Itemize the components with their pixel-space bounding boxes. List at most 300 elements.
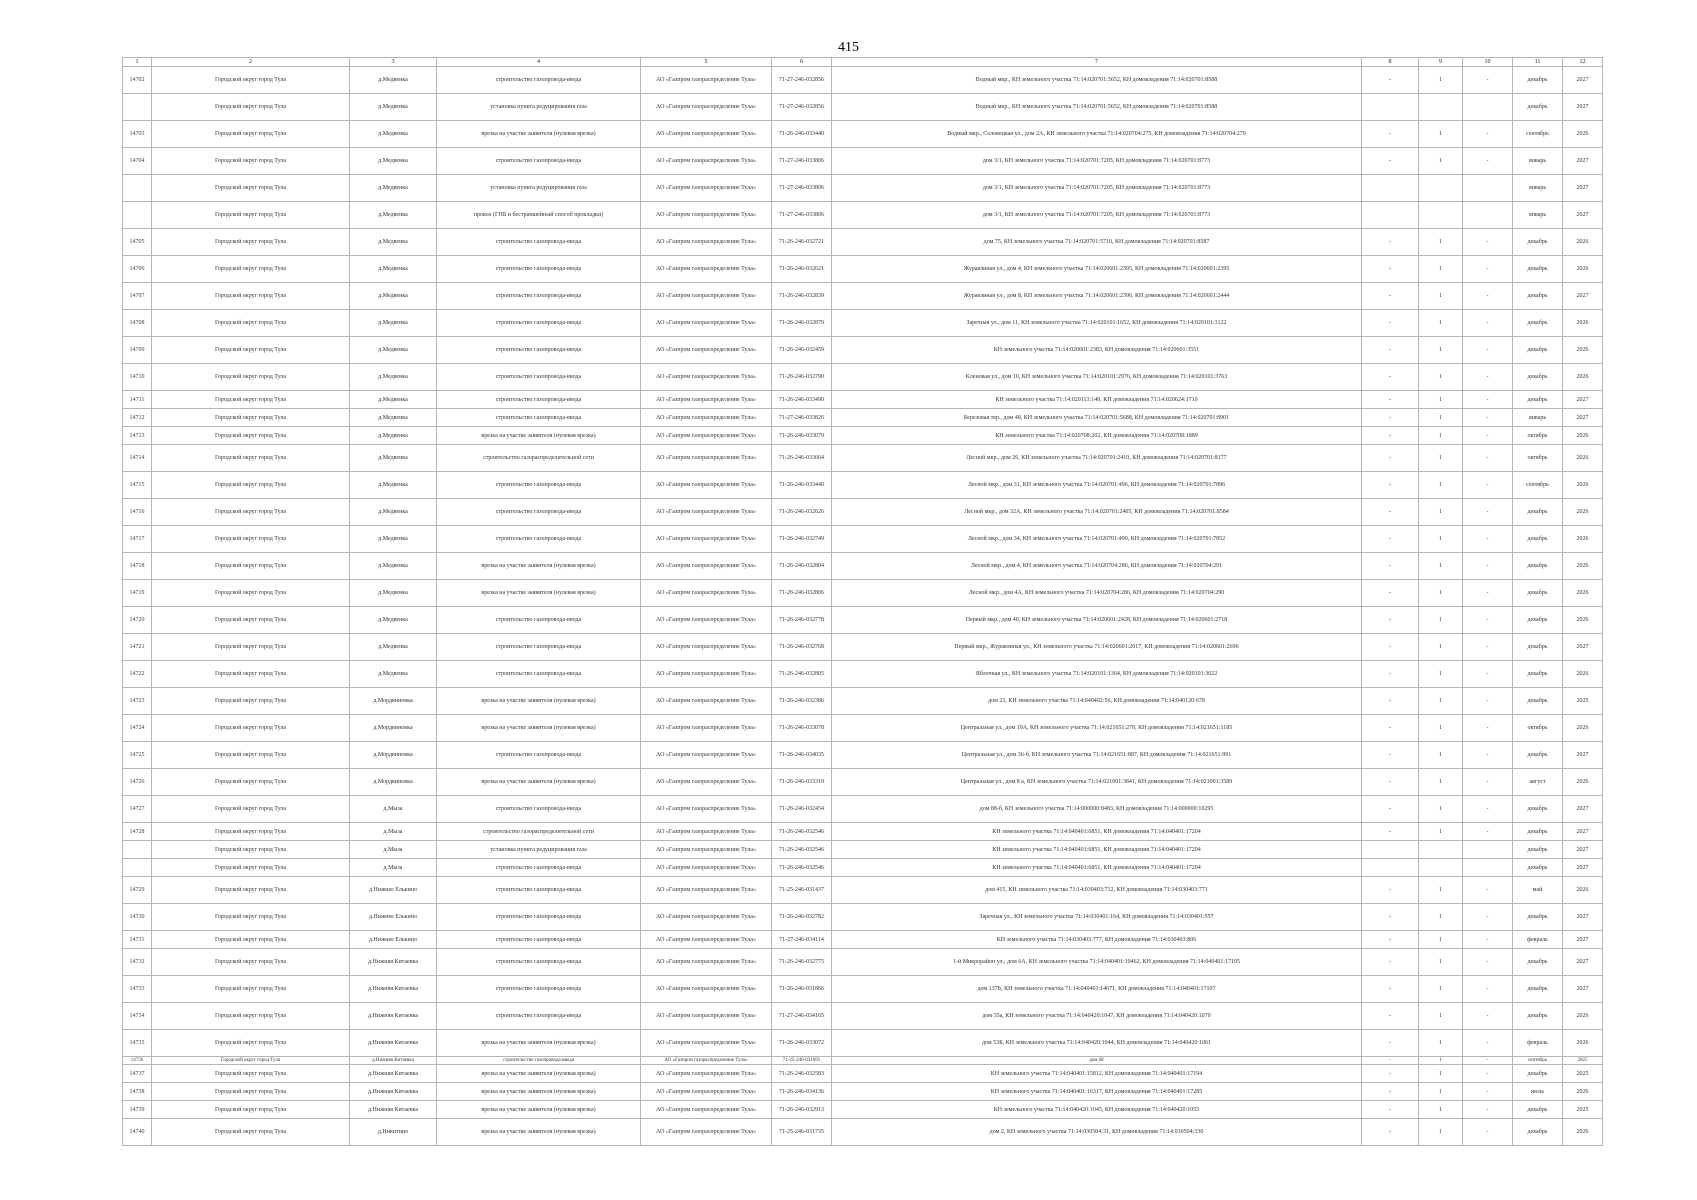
settlement-cell: д.Нижняя Китаевка bbox=[350, 1003, 437, 1030]
row-number-cell: 14725 bbox=[123, 742, 152, 769]
operator-cell: АО «Газпром газораспределение Тула» bbox=[641, 256, 772, 283]
year-cell: 2025 bbox=[1563, 688, 1603, 715]
work-type-cell: строительство газопровода-ввода bbox=[437, 148, 641, 175]
row-number-cell: 14739 bbox=[123, 1101, 152, 1119]
row-number-cell: 14719 bbox=[123, 580, 152, 607]
row-number-cell: 14732 bbox=[123, 949, 152, 976]
year-cell: 2026 bbox=[1563, 364, 1603, 391]
work-type-cell: врезка на участке заявителя (нулевая врезка) bbox=[437, 121, 641, 148]
year-cell: 2026 bbox=[1563, 445, 1603, 472]
cell-8-cell: - bbox=[1362, 976, 1419, 1003]
address-cell: Лесной мкр., дом 34, КН земельного участка 71:14:020701:490, КН домовладения 71:14:020701:7852 bbox=[832, 526, 1362, 553]
cell-9-cell: 1 bbox=[1419, 67, 1463, 94]
address-cell: дом 53Б, КН земельного участка 71:14:040420:1044, КН домовладения 71:14:040420:1061 bbox=[832, 1030, 1362, 1057]
table-row bbox=[123, 310, 1603, 337]
contract-number-cell: 71-26-246-033078 bbox=[772, 715, 832, 742]
operator-cell: АО «Газпром газораспределение Тула» bbox=[641, 634, 772, 661]
cell-10-cell: - bbox=[1463, 742, 1513, 769]
year-cell: 2027 bbox=[1563, 841, 1603, 859]
table-row bbox=[123, 409, 1603, 427]
year-cell: 2027 bbox=[1563, 67, 1603, 94]
table-row bbox=[123, 976, 1603, 1003]
header-row bbox=[123, 58, 1603, 67]
settlement-cell: д.Медвенка bbox=[350, 175, 437, 202]
year-cell: 2026 bbox=[1563, 580, 1603, 607]
table-row bbox=[123, 526, 1603, 553]
table-row bbox=[123, 742, 1603, 769]
work-type-cell: строительство газопровода-ввода bbox=[437, 859, 641, 877]
cell-9-cell: 1 bbox=[1419, 499, 1463, 526]
address-cell: Центральная ул., дом 36-б, КН земельного участка 71:14:021651:887, КН домовладения 71:14:021651:991 bbox=[832, 742, 1362, 769]
settlement-cell: д.Нижняя Китаевка bbox=[350, 949, 437, 976]
settlement-cell: д.Мордвиновка bbox=[350, 769, 437, 796]
month-cell: декабрь bbox=[1513, 1119, 1563, 1146]
year-cell: 2026 bbox=[1563, 1119, 1603, 1146]
table-row bbox=[123, 715, 1603, 742]
table-row bbox=[123, 841, 1603, 859]
row-number-cell: 14724 bbox=[123, 715, 152, 742]
address-cell: дом 3/1, КН земельного участка 71:14:020701:7205, КН домовладения 71:14:020701:8773 bbox=[832, 148, 1362, 175]
cell-9-cell: 1 bbox=[1419, 409, 1463, 427]
address-cell: Лесной мкр., дом 4А, КН земельного участка 71:14:020704:286, КН домовладения 71:14:020704:290 bbox=[832, 580, 1362, 607]
municipality-cell: Городской округ город Тула bbox=[152, 409, 350, 427]
work-type-cell: врезка на участке заявителя (нулевая врезка) bbox=[437, 688, 641, 715]
year-cell: 2027 bbox=[1563, 409, 1603, 427]
settlement-cell: д.Медвенка bbox=[350, 283, 437, 310]
contract-number-cell: 71-26-246-033440 bbox=[772, 121, 832, 148]
operator-cell: АО «Газпром газораспределение Тула» bbox=[641, 607, 772, 634]
contract-number-cell: 71-26-246-032782 bbox=[772, 904, 832, 931]
work-type-cell: строительство газопровода-ввода bbox=[437, 499, 641, 526]
settlement-cell: д.Никитино bbox=[350, 1119, 437, 1146]
contract-number-cell: 71-26-246-032805 bbox=[772, 661, 832, 688]
cell-8-cell: - bbox=[1362, 256, 1419, 283]
work-type-cell: врезка на участке заявителя (нулевая врезка) bbox=[437, 1030, 641, 1057]
settlement-cell: д.Нижняя Китаевка bbox=[350, 1083, 437, 1101]
cell-9-cell: 1 bbox=[1419, 823, 1463, 841]
settlement-cell: д.Медвенка bbox=[350, 310, 437, 337]
work-type-cell: врезка на участке заявителя (нулевая врезка) bbox=[437, 427, 641, 445]
month-cell: декабрь bbox=[1513, 661, 1563, 688]
cell-8-cell: - bbox=[1362, 1119, 1419, 1146]
address-cell: дом 88-б, КН земельного участка 71:14:000000:8483, КН домовладения 71:14:000000:10295 bbox=[832, 796, 1362, 823]
cell-9-cell: 1 bbox=[1419, 877, 1463, 904]
year-cell: 2026 bbox=[1563, 310, 1603, 337]
page-number: 415 bbox=[838, 40, 859, 55]
year-cell: 2027 bbox=[1563, 823, 1603, 841]
year-cell: 2027 bbox=[1563, 859, 1603, 877]
year-cell: 2026 bbox=[1563, 769, 1603, 796]
address-cell: дом 23, КН земельного участка 71:14:040402:56, КН домовладения 71:14:040120:678 bbox=[832, 688, 1362, 715]
cell-8-cell: - bbox=[1362, 1101, 1419, 1119]
municipality-cell: Городской округ город Тула bbox=[152, 1065, 350, 1083]
operator-cell: АО «Газпром газораспределение Тула» bbox=[641, 364, 772, 391]
row-number-cell: 14709 bbox=[123, 337, 152, 364]
cell-10-cell: - bbox=[1463, 877, 1513, 904]
cell-9-cell: 1 bbox=[1419, 976, 1463, 1003]
table-row bbox=[123, 445, 1603, 472]
settlement-cell: д.Медвенка bbox=[350, 427, 437, 445]
year-cell: 2026 bbox=[1563, 427, 1603, 445]
operator-cell: АО «Газпром газораспределение Тула» bbox=[641, 337, 772, 364]
settlement-cell: д.Мыза bbox=[350, 859, 437, 877]
municipality-cell: Городской округ город Тула bbox=[152, 283, 350, 310]
municipality-cell: Городской округ город Тула bbox=[152, 931, 350, 949]
table-body bbox=[123, 67, 1603, 1146]
cell-10-cell: - bbox=[1463, 310, 1513, 337]
municipality-cell: Городской округ город Тула bbox=[152, 337, 350, 364]
table-row bbox=[123, 202, 1603, 229]
municipality-cell: Городской округ город Тула bbox=[152, 859, 350, 877]
year-cell: 2026 bbox=[1563, 229, 1603, 256]
row-number-cell: 14728 bbox=[123, 823, 152, 841]
month-cell: август bbox=[1513, 769, 1563, 796]
work-type-cell: строительство газопровода-ввода bbox=[437, 949, 641, 976]
settlement-cell: д.Медвенка bbox=[350, 229, 437, 256]
cell-8-cell: - bbox=[1362, 499, 1419, 526]
contract-number-cell: 71-26-246-032546 bbox=[772, 859, 832, 877]
address-cell: КН земельного участка 71:14:040401:6851, КН домовладения 71:14:040401:17204 bbox=[832, 841, 1362, 859]
operator-cell: АО «Газпром газораспределение Тула» bbox=[641, 580, 772, 607]
cell-9-cell: 1 bbox=[1419, 445, 1463, 472]
row-number-cell: 14710 bbox=[123, 364, 152, 391]
municipality-cell: Городской округ город Тула bbox=[152, 553, 350, 580]
address-cell: Кленовая ул., дом 10, КН земельного участка 71:14:020101:2976, КН домовладения 71:14:020101:3763 bbox=[832, 364, 1362, 391]
operator-cell: АО «Газпром газораспределение Тула» bbox=[641, 1057, 772, 1065]
contract-number-cell: 71-27-246-033826 bbox=[772, 409, 832, 427]
operator-cell: АО «Газпром газораспределение Тула» bbox=[641, 796, 772, 823]
work-type-cell: строительство газопровода-ввода bbox=[437, 634, 641, 661]
month-cell: декабрь bbox=[1513, 841, 1563, 859]
table-row bbox=[123, 1030, 1603, 1057]
table-row bbox=[123, 499, 1603, 526]
cell-10-cell bbox=[1463, 841, 1513, 859]
cell-8-cell: - bbox=[1362, 1030, 1419, 1057]
cell-8-cell: - bbox=[1362, 580, 1419, 607]
cell-10-cell bbox=[1463, 859, 1513, 877]
address-cell: КН земельного участка 71:14:020601:2383, КН домовладения 71:14:020601:3551 bbox=[832, 337, 1362, 364]
year-cell: 2027 bbox=[1563, 175, 1603, 202]
month-cell: декабрь bbox=[1513, 859, 1563, 877]
address-cell: дом 75, КН земельного участка 71:14:020701:5710, КН домовладения 71:14:020701:8587 bbox=[832, 229, 1362, 256]
cell-10-cell: - bbox=[1463, 1065, 1513, 1083]
cell-10-cell: - bbox=[1463, 1030, 1513, 1057]
table-header bbox=[123, 58, 1603, 67]
cell-9-cell: 1 bbox=[1419, 256, 1463, 283]
cell-9-cell: 1 bbox=[1419, 580, 1463, 607]
settlement-cell: д.Мыза bbox=[350, 796, 437, 823]
cell-8-cell bbox=[1362, 841, 1419, 859]
year-cell: 2026 bbox=[1563, 256, 1603, 283]
address-cell: Березовая тер., дом 48, КН земельного участка 71:14:020701:5688, КН домовладения 71:14:020701:8901 bbox=[832, 409, 1362, 427]
contract-number-cell: 71-26-246-032775 bbox=[772, 949, 832, 976]
settlement-cell: д.Медвенка bbox=[350, 121, 437, 148]
operator-cell: АО «Газпром газораспределение Тула» bbox=[641, 715, 772, 742]
contract-number-cell: 71-26-246-032583 bbox=[772, 1065, 832, 1083]
municipality-cell: Городской округ город Тула bbox=[152, 175, 350, 202]
year-cell: 2026 bbox=[1563, 121, 1603, 148]
contract-number-cell: 71-26-246-032721 bbox=[772, 229, 832, 256]
cell-8-cell: - bbox=[1362, 121, 1419, 148]
settlement-cell: д.Медвенка bbox=[350, 67, 437, 94]
work-type-cell: строительство газопровода-ввода bbox=[437, 310, 641, 337]
municipality-cell: Городской округ город Тула bbox=[152, 229, 350, 256]
month-cell: февраль bbox=[1513, 1030, 1563, 1057]
year-cell: 2027 bbox=[1563, 742, 1603, 769]
address-cell: Заречная ул., КН земельного участка 71:14:030401:164, КН домовладения 71:14:030401:557 bbox=[832, 904, 1362, 931]
cell-8-cell: - bbox=[1362, 310, 1419, 337]
table-row bbox=[123, 148, 1603, 175]
cell-9-cell: 1 bbox=[1419, 427, 1463, 445]
cell-10-cell: - bbox=[1463, 427, 1513, 445]
cell-10-cell: - bbox=[1463, 769, 1513, 796]
month-cell: декабрь bbox=[1513, 256, 1563, 283]
work-type-cell: врезка на участке заявителя (нулевая врезка) bbox=[437, 1119, 641, 1146]
row-number-cell: 14716 bbox=[123, 499, 152, 526]
cell-9-cell: 1 bbox=[1419, 1083, 1463, 1101]
cell-8-cell: - bbox=[1362, 823, 1419, 841]
contract-number-cell: 71-26-246-032913 bbox=[772, 1101, 832, 1119]
operator-cell: АО «Газпром газораспределение Тула» bbox=[641, 769, 772, 796]
municipality-cell: Городской округ город Тула bbox=[152, 364, 350, 391]
work-type-cell: строительство газопровода-ввода bbox=[437, 391, 641, 409]
year-cell: 2026 bbox=[1563, 877, 1603, 904]
contract-number-cell: 71-26-246-032879 bbox=[772, 310, 832, 337]
work-type-cell: строительство газопровода-ввода bbox=[437, 256, 641, 283]
cell-10-cell: - bbox=[1463, 949, 1513, 976]
year-cell: 2026 bbox=[1563, 1083, 1603, 1101]
contract-number-cell: 71-26-246-032778 bbox=[772, 607, 832, 634]
address-cell: Яблочная ул., КН земельного участка 71:14:020101:1364, КН домовладения 71:14:020101:3022 bbox=[832, 661, 1362, 688]
table-row bbox=[123, 796, 1603, 823]
year-cell: 2026 bbox=[1563, 499, 1603, 526]
table-row bbox=[123, 1057, 1603, 1065]
settlement-cell: д.Нижняя Китаевка bbox=[350, 1030, 437, 1057]
address-cell: дом 3/1, КН земельного участка 71:14:020701:7205, КН домовладения 71:14:020701:8773 bbox=[832, 202, 1362, 229]
row-number-cell: 14705 bbox=[123, 229, 152, 256]
address-cell: КН земельного участка 71:14:020113:140, КН домовладения 71:14:020624:1710 bbox=[832, 391, 1362, 409]
cell-9-cell: 1 bbox=[1419, 472, 1463, 499]
table-row bbox=[123, 175, 1603, 202]
contract-number-cell: 71-27-246-034114 bbox=[772, 931, 832, 949]
municipality-cell: Городской округ город Тула bbox=[152, 472, 350, 499]
cell-10-cell: - bbox=[1463, 337, 1513, 364]
operator-cell: АО «Газпром газораспределение Тула» bbox=[641, 310, 772, 337]
row-number-cell: 14702 bbox=[123, 67, 152, 94]
municipality-cell: Городской округ город Тула bbox=[152, 796, 350, 823]
settlement-cell: д.Нижняя Китаевка bbox=[350, 1065, 437, 1083]
address-cell: Журавлиная ул., дом 4, КН земельного участка 71:14:020601:2395, КН домовладения 71:14:020601:2395 bbox=[832, 256, 1362, 283]
operator-cell: АО «Газпром газораспределение Тула» bbox=[641, 949, 772, 976]
contract-number-cell: 71-26-246-032768 bbox=[772, 634, 832, 661]
work-type-cell: строительство газопровода-ввода bbox=[437, 661, 641, 688]
work-type-cell: установка пункта редуцирования газа bbox=[437, 94, 641, 121]
contract-number-cell: 71-27-246-032856 bbox=[772, 94, 832, 121]
row-number-cell: 14737 bbox=[123, 1065, 152, 1083]
cell-10-cell: - bbox=[1463, 283, 1513, 310]
year-cell: 2027 bbox=[1563, 94, 1603, 121]
municipality-cell: Городской округ город Тула bbox=[152, 1057, 350, 1065]
row-number-cell: 14721 bbox=[123, 634, 152, 661]
column-number: 10 bbox=[1463, 58, 1513, 67]
month-cell: январь bbox=[1513, 175, 1563, 202]
contract-number-cell: 71-26-246-032386 bbox=[772, 688, 832, 715]
cell-9-cell: 1 bbox=[1419, 949, 1463, 976]
operator-cell: АО «Газпром газораспределение Тула» bbox=[641, 553, 772, 580]
row-number-cell: 14718 bbox=[123, 553, 152, 580]
operator-cell: АО «Газпром газораспределение Тула» bbox=[641, 283, 772, 310]
operator-cell: АО «Газпром газораспределение Тула» bbox=[641, 1030, 772, 1057]
address-cell: КН земельного участка 71:14:030403:777, КН домовладения 71:14:030403:806 bbox=[832, 931, 1362, 949]
year-cell: 2026 bbox=[1563, 472, 1603, 499]
cell-8-cell: - bbox=[1362, 904, 1419, 931]
contract-number-cell: 71-26-246-033490 bbox=[772, 391, 832, 409]
operator-cell: АО «Газпром газораспределение Тула» bbox=[641, 1101, 772, 1119]
month-cell: декабрь bbox=[1513, 949, 1563, 976]
cell-9-cell: 1 bbox=[1419, 1119, 1463, 1146]
month-cell: декабрь bbox=[1513, 823, 1563, 841]
column-number: 7 bbox=[832, 58, 1362, 67]
work-type-cell: строительство газопровода-ввода bbox=[437, 931, 641, 949]
work-type-cell: строительство газопровода-ввода bbox=[437, 229, 641, 256]
month-cell: декабрь bbox=[1513, 364, 1563, 391]
year-cell: 2026 bbox=[1563, 715, 1603, 742]
table-row bbox=[123, 877, 1603, 904]
operator-cell: АО «Газпром газораспределение Тула» bbox=[641, 1119, 772, 1146]
settlement-cell: д.Нижняя Китаевка bbox=[350, 976, 437, 1003]
operator-cell: АО «Газпром газораспределение Тула» bbox=[641, 859, 772, 877]
contract-number-cell: 71-25-246-031437 bbox=[772, 877, 832, 904]
address-cell: Лесной мкр., дом 26, КН земельного участка 71:14:020701:2410, КН домовладения 71:14:020701:8177 bbox=[832, 445, 1362, 472]
table-row bbox=[123, 580, 1603, 607]
settlement-cell: д.Медвенка bbox=[350, 409, 437, 427]
work-type-cell: врезка на участке заявителя (нулевая врезка) bbox=[437, 553, 641, 580]
municipality-cell: Городской округ город Тула bbox=[152, 148, 350, 175]
address-cell: КН земельного участка 71:14:040420:1045, КН домовладения 71:14:040420:1055 bbox=[832, 1101, 1362, 1119]
municipality-cell: Городской округ город Тула bbox=[152, 1101, 350, 1119]
settlement-cell: д.Мыза bbox=[350, 823, 437, 841]
work-type-cell: врезка на участке заявителя (нулевая врезка) bbox=[437, 1101, 641, 1119]
operator-cell: АО «Газпром газораспределение Тула» bbox=[641, 391, 772, 409]
row-number-cell: 14720 bbox=[123, 607, 152, 634]
year-cell: 2027 bbox=[1563, 976, 1603, 1003]
municipality-cell: Городской округ город Тула bbox=[152, 976, 350, 1003]
municipality-cell: Городской округ город Тула bbox=[152, 949, 350, 976]
month-cell: сентябрь bbox=[1513, 1057, 1563, 1065]
year-cell: 2026 bbox=[1563, 553, 1603, 580]
table-row bbox=[123, 364, 1603, 391]
row-number-cell: 14717 bbox=[123, 526, 152, 553]
settlement-cell: д.Нижняя Китаевка bbox=[350, 1101, 437, 1119]
address-cell: Первый мкр., дом 40, КН земельного участка 71:14:020601:2428, КН домовладения 71:14:020601:2718 bbox=[832, 607, 1362, 634]
month-cell: декабрь bbox=[1513, 553, 1563, 580]
address-cell: дом 2, КН земельного участка 71:14:030504:31, КН домовладения 71:14:030504:330 bbox=[832, 1119, 1362, 1146]
municipality-cell: Городской округ город Тула bbox=[152, 94, 350, 121]
cell-8-cell: - bbox=[1362, 607, 1419, 634]
address-cell: КН земельного участка 71:14:040401:6851, КН домовладения 71:14:040401:17204 bbox=[832, 859, 1362, 877]
month-cell: октябрь bbox=[1513, 427, 1563, 445]
settlement-cell: д.Мордвиновка bbox=[350, 742, 437, 769]
column-number: 4 bbox=[437, 58, 641, 67]
month-cell: декабрь bbox=[1513, 1065, 1563, 1083]
operator-cell: АО «Газпром газораспределение Тула» bbox=[641, 427, 772, 445]
table-row bbox=[123, 472, 1603, 499]
month-cell: сентябрь bbox=[1513, 121, 1563, 148]
year-cell: 2027 bbox=[1563, 931, 1603, 949]
cell-10-cell: - bbox=[1463, 634, 1513, 661]
month-cell: октябрь bbox=[1513, 715, 1563, 742]
year-cell: 2027 bbox=[1563, 904, 1603, 931]
cell-10-cell: - bbox=[1463, 823, 1513, 841]
address-cell: Центральная ул., дом 8 а, КН земельного участка 71:14:021001:3841, КН домовладения 71:14:021001:3589 bbox=[832, 769, 1362, 796]
work-type-cell: строительство газопровода-ввода bbox=[437, 364, 641, 391]
table-row bbox=[123, 1101, 1603, 1119]
work-type-cell: врезка на участке заявителя (нулевая врезка) bbox=[437, 715, 641, 742]
cell-10-cell: - bbox=[1463, 409, 1513, 427]
table-row bbox=[123, 283, 1603, 310]
cell-10-cell: - bbox=[1463, 445, 1513, 472]
cell-8-cell: - bbox=[1362, 445, 1419, 472]
cell-9-cell: 1 bbox=[1419, 553, 1463, 580]
address-cell: Водный мкр., КН земельного участка 71:14:020701:5652, КН домовладения 71:14:020701:8588 bbox=[832, 67, 1362, 94]
row-number-cell: 14733 bbox=[123, 976, 152, 1003]
year-cell: 2026 bbox=[1563, 661, 1603, 688]
month-cell: декабрь bbox=[1513, 526, 1563, 553]
work-type-cell: строительство газопровода-ввода bbox=[437, 877, 641, 904]
table-row bbox=[123, 1065, 1603, 1083]
contract-number-cell: 71-26-246-032839 bbox=[772, 283, 832, 310]
row-number-cell: 14731 bbox=[123, 931, 152, 949]
column-number: 1 bbox=[123, 58, 152, 67]
address-cell: Водный мкр., Соловецкая ул., дом 2А, КН земельного участка 71:14:020704:275, КН домовладения 71:14:020704:279 bbox=[832, 121, 1362, 148]
row-number-cell: 14736 bbox=[123, 1057, 152, 1065]
operator-cell: АО «Газпром газораспределение Тула» bbox=[641, 1065, 772, 1083]
row-number-cell: 14714 bbox=[123, 445, 152, 472]
row-number-cell bbox=[123, 94, 152, 121]
month-cell: декабрь bbox=[1513, 67, 1563, 94]
municipality-cell: Городской округ город Тула bbox=[152, 202, 350, 229]
month-cell: декабрь bbox=[1513, 94, 1563, 121]
year-cell: 2027 bbox=[1563, 634, 1603, 661]
settlement-cell: д.Медвенка bbox=[350, 148, 437, 175]
settlement-cell: д.Медвенка bbox=[350, 472, 437, 499]
table-row bbox=[123, 553, 1603, 580]
table-row bbox=[123, 391, 1603, 409]
operator-cell: АО «Газпром газораспределение Тула» bbox=[641, 409, 772, 427]
row-number-cell: 14738 bbox=[123, 1083, 152, 1101]
cell-9-cell: 1 bbox=[1419, 1065, 1463, 1083]
work-type-cell: строительство газопровода-ввода bbox=[437, 796, 641, 823]
contract-number-cell: 71-26-246-032626 bbox=[772, 499, 832, 526]
cell-9-cell bbox=[1419, 175, 1463, 202]
month-cell: май bbox=[1513, 877, 1563, 904]
municipality-cell: Городской округ город Тула bbox=[152, 1003, 350, 1030]
settlement-cell: д.Медвенка bbox=[350, 445, 437, 472]
year-cell: 2027 bbox=[1563, 949, 1603, 976]
row-number-cell: 14711 bbox=[123, 391, 152, 409]
cell-8-cell: - bbox=[1362, 931, 1419, 949]
municipality-cell: Городской округ город Тула bbox=[152, 1119, 350, 1146]
cell-9-cell: 1 bbox=[1419, 904, 1463, 931]
cell-8-cell: - bbox=[1362, 472, 1419, 499]
table-row bbox=[123, 688, 1603, 715]
municipality-cell: Городской округ город Тула bbox=[152, 580, 350, 607]
contract-number-cell: 71-26-246-031866 bbox=[772, 976, 832, 1003]
cell-10-cell: - bbox=[1463, 715, 1513, 742]
operator-cell: АО «Газпром газораспределение Тула» bbox=[641, 472, 772, 499]
row-number-cell: 14703 bbox=[123, 121, 152, 148]
work-type-cell: строительство газопровода-ввода bbox=[437, 742, 641, 769]
